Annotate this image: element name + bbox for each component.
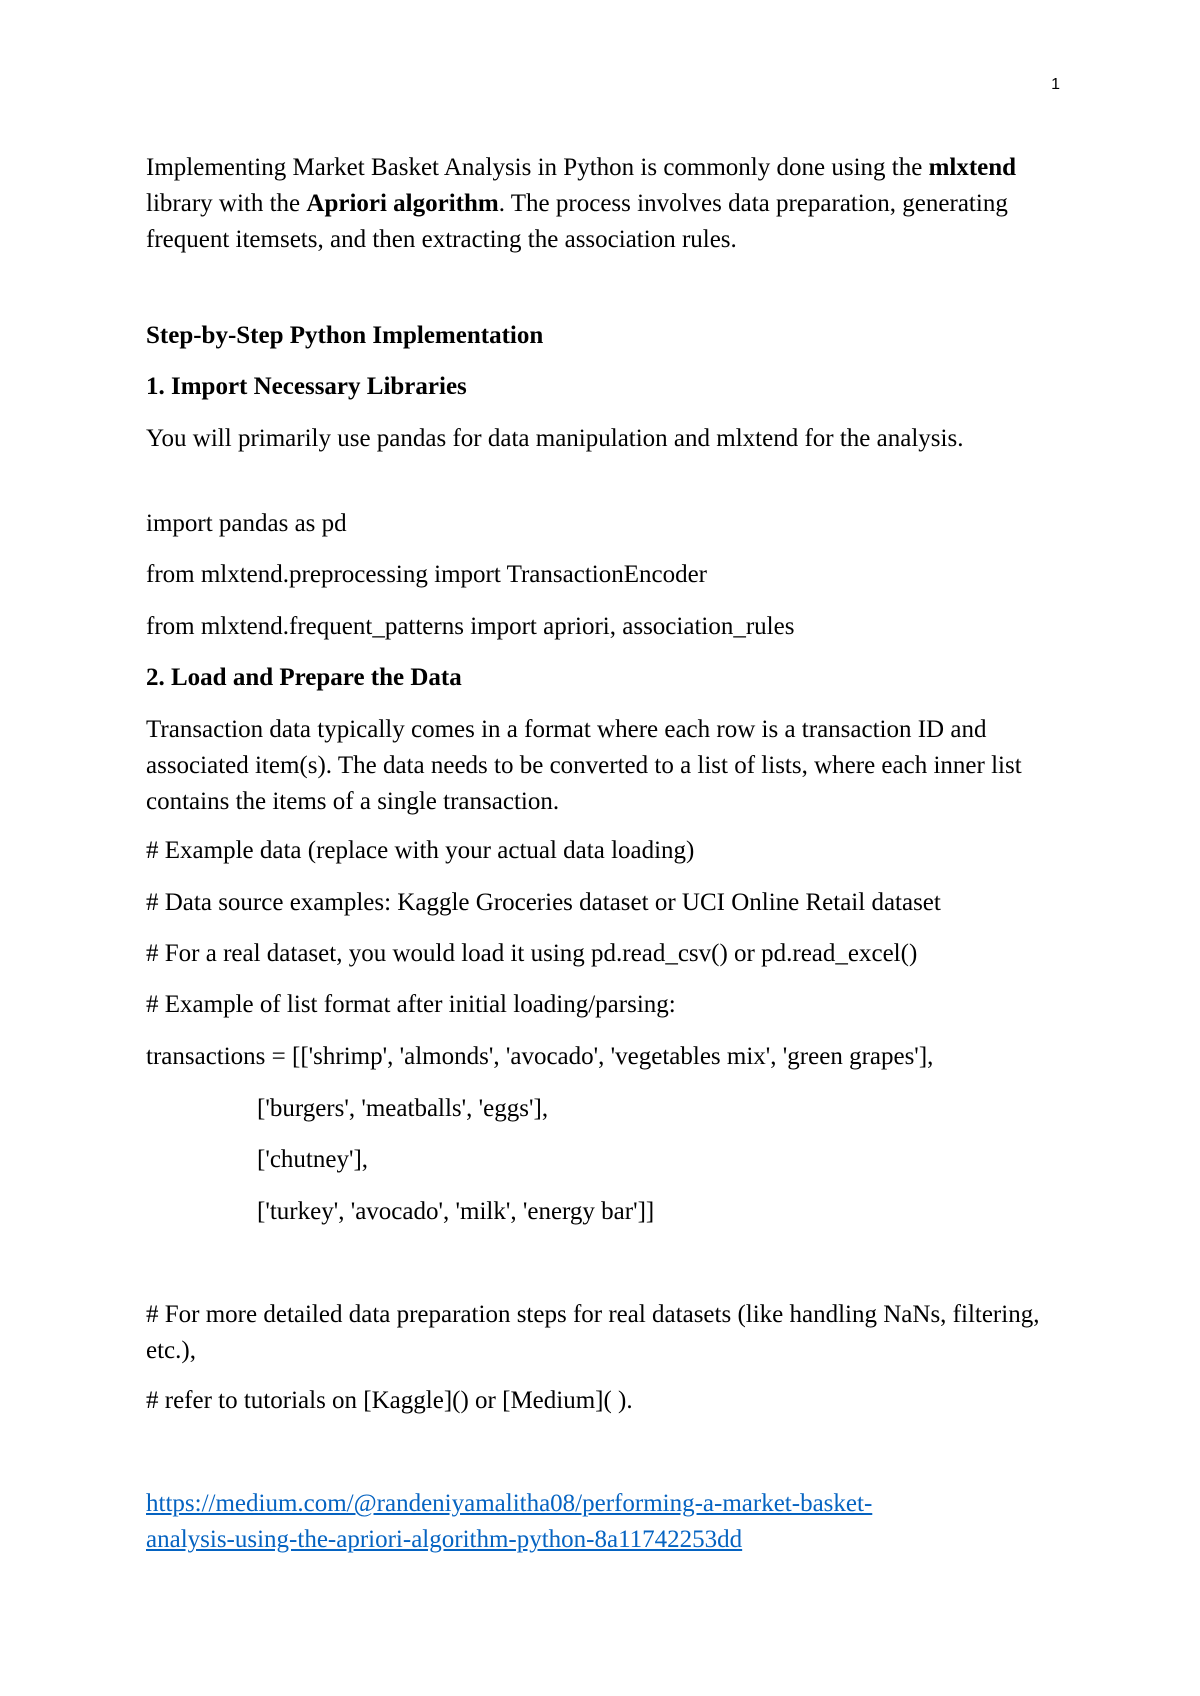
code-line: from mlxtend.frequent_patterns import apriori, association_rules xyxy=(146,613,795,640)
transactions-line: transactions = [['shrimp', 'almonds', 'avocado', 'vegetables mix', 'green grapes'], xyxy=(146,1043,934,1070)
code-line: import pandas as pd xyxy=(146,510,347,537)
note-comment: # For more detailed data preparation steps for real datasets (like handling NaNs, filtering, etc.), xyxy=(146,1301,1040,1364)
code-comment: # For a real dataset, you would load it using pd.read_csv() or pd.read_excel() xyxy=(146,940,918,967)
step2-description: Transaction data typically comes in a format where each row is a transaction ID and associated item(s). The data needs to be converted to a list of lists, where each inner list contains the items of a single transaction. xyxy=(146,716,1022,815)
step1-description: You will primarily use pandas for data manipulation and mlxtend for the analysis. xyxy=(146,425,964,452)
code-line: from mlxtend.preprocessing import TransactionEncoder xyxy=(146,561,707,588)
reference-link-line xyxy=(146,1522,742,1558)
transactions-line: ['chutney'], xyxy=(257,1146,369,1173)
step2-heading: 2. Load and Prepare the Data xyxy=(146,664,462,691)
section-title: Step-by-Step Python Implementation xyxy=(146,322,544,349)
code-comment: # Data source examples: Kaggle Groceries dataset or UCI Online Retail dataset xyxy=(146,889,941,916)
intro-text-3: . The process involves data preparation, generating frequent itemsets, and then extracting the association rules. xyxy=(146,190,1008,253)
note-comment: # refer to tutorials on [Kaggle]() or [Medium]( ). xyxy=(146,1387,633,1414)
medium-link-part2[interactable]: analysis-using-the-apriori-algorithm-python-8a11742253dd xyxy=(146,1526,743,1553)
transactions-line: ['turkey', 'avocado', 'milk', 'energy bar']] xyxy=(257,1198,655,1225)
page-number: 1 xyxy=(1051,76,1060,93)
medium-link-part1[interactable]: https://medium.com/@randeniyamalitha08/performing-a-market-basket- xyxy=(146,1490,873,1517)
code-comment: # Example of list format after initial loading/parsing: xyxy=(146,991,676,1018)
intro-text-2: library with the xyxy=(146,190,307,217)
intro-bold-library: mlxtend xyxy=(928,154,1017,181)
transactions-line: ['burgers', 'meatballs', 'eggs'], xyxy=(257,1095,549,1122)
intro-bold-algorithm: Apriori algorithm xyxy=(306,190,499,217)
reference-link-line xyxy=(146,1486,872,1522)
intro-paragraph xyxy=(146,150,1066,258)
intro-text-1: Implementing Market Basket Analysis in Python is commonly done using the xyxy=(146,154,929,181)
step1-heading: 1. Import Necessary Libraries xyxy=(146,373,467,400)
code-comment: # Example data (replace with your actual data loading) xyxy=(146,837,695,864)
